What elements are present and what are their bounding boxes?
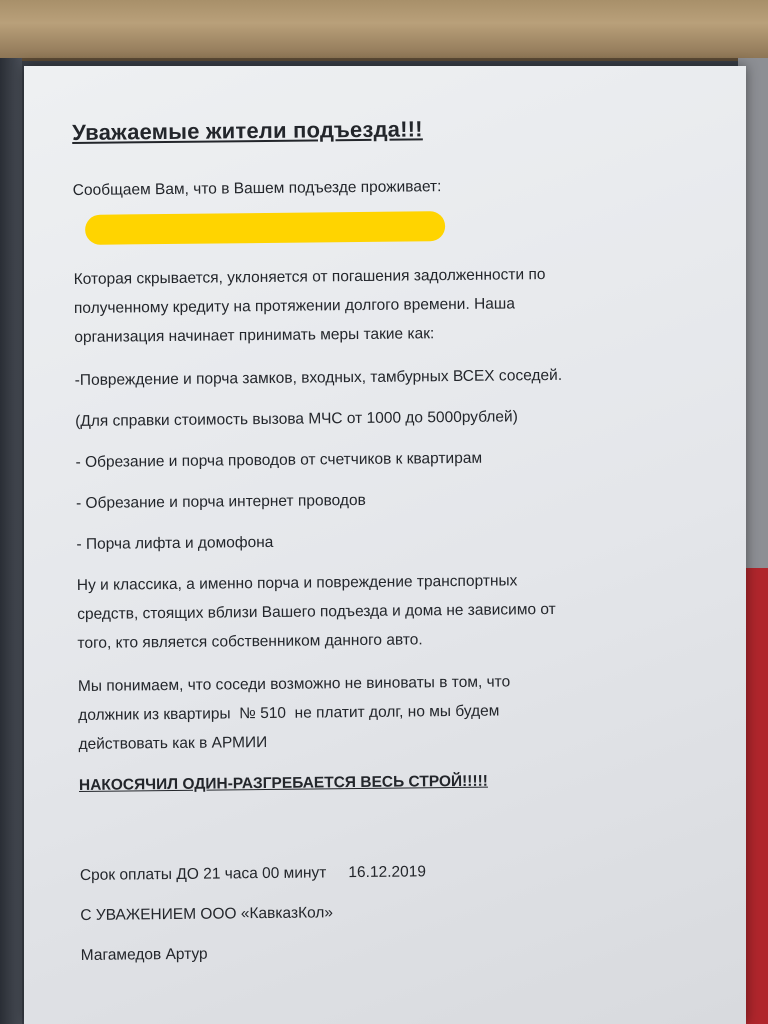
redaction-mark (85, 211, 445, 245)
paragraph-line: действовать как в АРМИИ (78, 733, 268, 753)
paragraph-army (78, 665, 719, 759)
paragraph-vehicles (77, 564, 718, 658)
paragraph-debt (74, 258, 715, 352)
notice-content (72, 113, 721, 985)
paragraph-line: средств, стоящих вблизи Вашего подъезда и дома не зависимо от (77, 600, 556, 623)
measure-item: - Порча лифта и домофона (76, 533, 274, 553)
deadline-label: Срок оплаты ДО 21 часа 00 минут (79, 864, 327, 884)
regards-line: С УВАЖЕНИЕМ ООО «КавказКол» (80, 904, 334, 924)
measure-item: - Обрезание и порча проводов от счетчиков к квартирам (75, 449, 483, 471)
wooden-board (0, 0, 768, 61)
paragraph-line: Которая скрывается, уклоняется от погашения задолженности по (73, 266, 546, 288)
signature-name: Магамедов Артур (80, 945, 208, 964)
paragraph-line: Мы понимаем, что соседи возможно не виноваты в том, что (77, 673, 511, 695)
measure-note: (Для справки стоимость вызова МЧС от 1000 до 5000рублей) (75, 408, 518, 430)
notice-title: Уважаемые жители подъезда!!! (72, 116, 423, 145)
paragraph-line: должник из квартиры № 510 не платит долг, но мы будем (78, 702, 500, 724)
notice-intro: Сообщаем Вам, что в Вашем подъезде проживает: (72, 178, 442, 199)
paragraph-line: того, кто является собственником данного авто. (77, 631, 423, 652)
paragraph-line: организация начинает принимать меры такие как: (74, 325, 435, 346)
measure-item: - Обрезание и порча интернет проводов (75, 491, 366, 512)
paragraph-line: Ну и классика, а именно порча и повреждение транспортных (76, 572, 518, 594)
wall-left (0, 58, 22, 1024)
deadline-date: 16.12.2019 (348, 863, 427, 882)
warning-slogan: НАКОСЯЧИЛ ОДИН-РАЗГРЕБАЕТСЯ ВЕСЬ СТРОЙ!!!!! (78, 772, 489, 794)
measures-list (75, 359, 717, 559)
measure-item: -Повреждение и порча замков, входных, тамбурных ВСЕХ соседей. (74, 366, 563, 389)
paragraph-line: полученному кредиту на протяжении долгого времени. Наша (73, 295, 515, 317)
payment-deadline (80, 858, 720, 887)
